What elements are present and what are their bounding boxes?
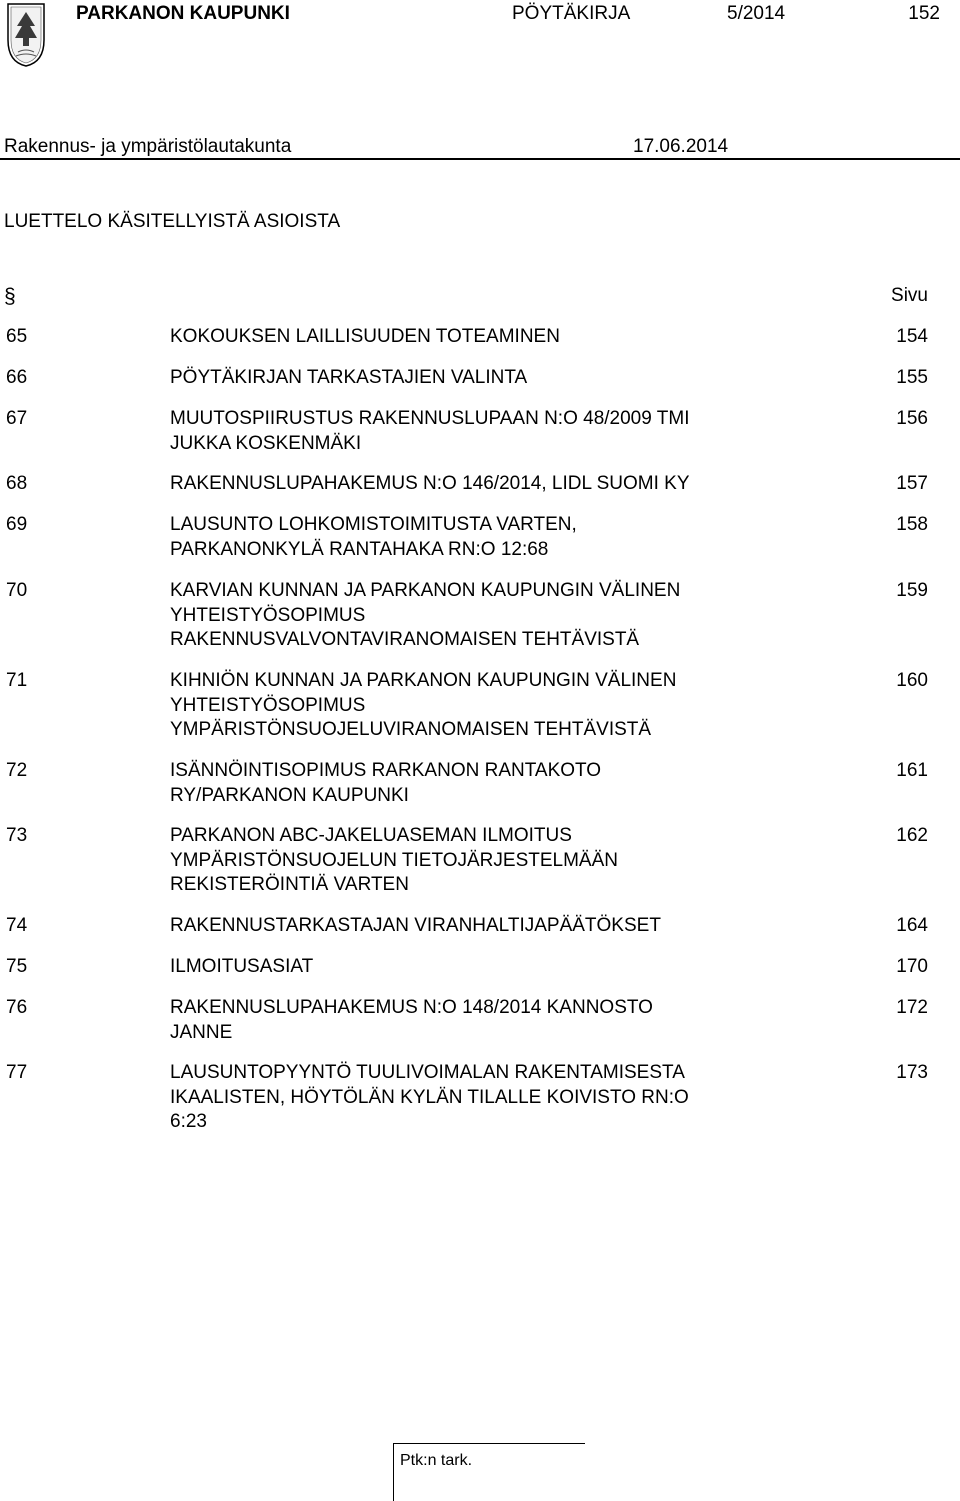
item-title (170, 669, 770, 743)
item-number: 73 (6, 825, 28, 846)
item-title-line: KARVIAN KUNNAN JA PARKANON KAUPUNGIN VÄLINEN (170, 580, 681, 601)
item-number: 69 (6, 514, 28, 535)
document-type: PÖYTÄKIRJA (512, 3, 631, 24)
item-number: 74 (6, 915, 28, 936)
item-title-line: IKAALISTEN, HÖYTÖLÄN KYLÄN TILALLE KOIVISTO RN:O (170, 1086, 689, 1108)
item-title (170, 914, 770, 939)
item-title-line: RAKENNUSVALVONTAVIRANOMAISEN TEHTÄVISTÄ (170, 629, 640, 650)
item-title-line: RAKENNUSLUPAHAKEMUS N:O 148/2014 KANNOSTO (170, 997, 653, 1018)
item-title-line: KOKOUKSEN LAILLISUUDEN TOTEAMINEN (170, 326, 560, 347)
item-number: 70 (6, 580, 28, 601)
item-title (170, 513, 770, 562)
item-page: 157 (896, 473, 928, 494)
item-title-line: 6:23 (170, 1111, 207, 1132)
item-number: 67 (6, 408, 28, 429)
item-title-line: JUKKA KOSKENMÄKI (170, 432, 362, 454)
item-title-line: RAKENNUSTARKASTAJAN VIRANHALTIJAPÄÄTÖKSET (170, 915, 661, 936)
item-number: 66 (6, 367, 28, 388)
item-page: 170 (896, 956, 928, 977)
item-page: 159 (896, 580, 928, 601)
item-title (170, 824, 770, 898)
item-number: 77 (6, 1062, 28, 1083)
item-title-line: LAUSUNTO LOHKOMISTOIMITUSTA VARTEN, (170, 514, 577, 535)
item-number: 65 (6, 326, 28, 347)
page-title: LUETTELO KÄSITELLYISTÄ ASIOISTA (4, 211, 341, 232)
organization-name: PARKANON KAUPUNKI (76, 3, 290, 24)
item-page: 158 (896, 514, 928, 535)
item-title-line: LAUSUNTOPYYNTÖ TUULIVOIMALAN RAKENTAMISESTA (170, 1062, 685, 1083)
footer-box (393, 1443, 585, 1444)
board-name: Rakennus- ja ympäristölautakunta (4, 136, 292, 157)
page-number: 152 (908, 3, 940, 24)
item-title-line: YMPÄRISTÖNSUOJELUN TIETOJÄRJESTELMÄÄN (170, 849, 618, 871)
item-page: 164 (896, 915, 928, 936)
item-title (170, 407, 770, 456)
item-title (170, 955, 770, 980)
coat-of-arms-logo (6, 2, 46, 68)
item-number: 71 (6, 670, 28, 691)
item-title-line: RAKENNUSLUPAHAKEMUS N:O 146/2014, LIDL SUOMI KY (170, 473, 690, 494)
item-title (170, 472, 770, 497)
item-title (170, 366, 770, 391)
document-number: 5/2014 (727, 3, 786, 24)
item-title (170, 325, 770, 350)
footer-box-edge (393, 1443, 394, 1501)
item-title-line: PÖYTÄKIRJAN TARKASTAJIEN VALINTA (170, 367, 528, 388)
item-title-line: REKISTERÖINTIÄ VARTEN (170, 874, 409, 895)
item-title-line: MUUTOSPIIRUSTUS RAKENNUSLUPAAN N:O 48/2009 TMI (170, 408, 690, 429)
meeting-date: 17.06.2014 (633, 136, 729, 157)
item-title (170, 996, 770, 1045)
item-number: 76 (6, 997, 28, 1018)
item-page: 154 (896, 326, 928, 347)
item-title (170, 579, 770, 653)
item-title-line: PARKANON ABC-JAKELUASEMAN ILMOITUS (170, 825, 572, 846)
item-page: 161 (896, 760, 928, 781)
page-column-header: Sivu (891, 285, 928, 306)
item-page: 162 (896, 825, 928, 846)
item-title-line: YHTEISTYÖSOPIMUS (170, 694, 366, 716)
item-page: 156 (896, 408, 928, 429)
item-page: 160 (896, 670, 928, 691)
item-title-line: YHTEISTYÖSOPIMUS (170, 604, 366, 626)
item-page: 173 (896, 1062, 928, 1083)
item-title (170, 759, 770, 808)
item-title-line: JANNE (170, 1021, 233, 1043)
item-page: 155 (896, 367, 928, 388)
header-divider (0, 158, 960, 160)
item-title-line: PARKANONKYLÄ RANTAHAKA RN:O 12:68 (170, 538, 549, 560)
section-symbol: § (4, 285, 16, 308)
item-number: 75 (6, 956, 28, 977)
item-page: 172 (896, 997, 928, 1018)
item-title-line: ILMOITUSASIAT (170, 956, 314, 977)
item-title-line: ISÄNNÖINTISOPIMUS RARKANON RANTAKOTO (170, 760, 602, 781)
minutes-checker-label: Ptk:n tark. (400, 1452, 473, 1469)
item-title-line: YMPÄRISTÖNSUOJELUVIRANOMAISEN TEHTÄVISTÄ (170, 719, 652, 740)
item-number: 68 (6, 473, 28, 494)
item-title-line: RY/PARKANON KAUPUNKI (170, 784, 409, 806)
item-title-line: KIHNIÖN KUNNAN JA PARKANON KAUPUNGIN VÄLINEN (170, 670, 677, 691)
item-number: 72 (6, 760, 28, 781)
item-title (170, 1061, 770, 1135)
